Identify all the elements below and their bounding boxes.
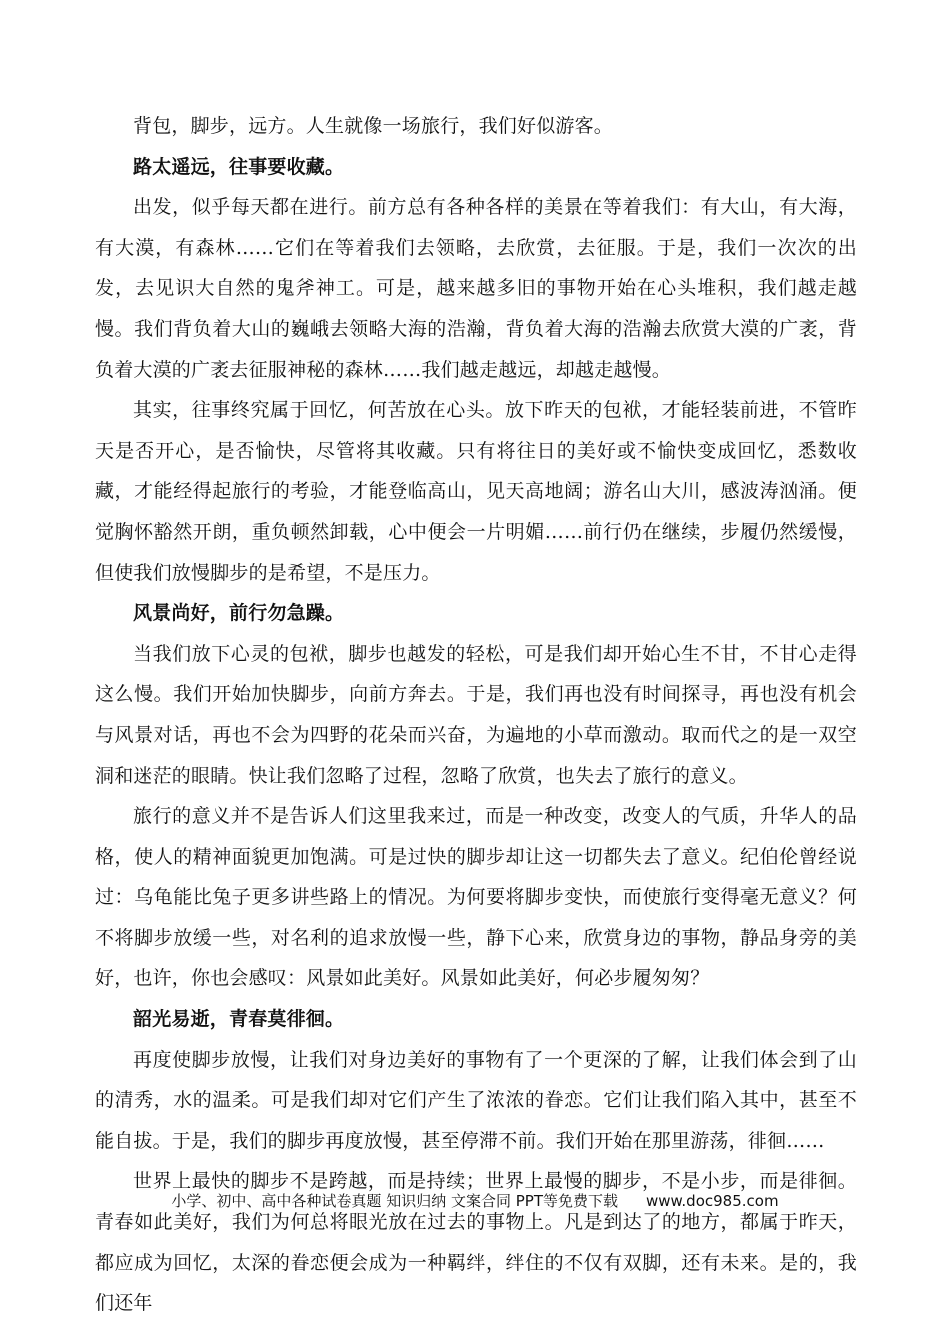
paragraph: 旅行的意义并不是告诉人们这里我来过，而是一种改变，改变人的气质，升华人的品格，使人的精神面貌更加饱满。可是过快的脚步却让这一切都失去了意义。纪伯伦曾经说过：乌龟能比兔子更多讲些路上的情况。为何要将脚步变快，而使旅行变得毫无意义？何不将脚步放缓一些，对名利的追求放慢一些，静下心来，欣赏身边的事物，静品身旁的美好，也许，你也会感叹：风景如此美好。风景如此美好，何必步履匆匆？ bbox=[95, 805, 857, 990]
paragraph: 当我们放下心灵的包袱，脚步也越发的轻松，可是我们却开始心生不甘，不甘心走得这么慢。我们开始加快脚步，向前方奔去。于是，我们再也没有时间探寻，再也没有机会与风景对话，再也不会为四野的花朵而兴奋，为遍地的小草而激动。取而代之的是一双空洞和迷茫的眼睛。快让我们忽略了过程，忽略了欣赏，也失去了旅行的意义。 bbox=[95, 642, 857, 787]
article-body bbox=[95, 106, 857, 1324]
paragraph: 再度使脚步放慢，让我们对身边美好的事物有了一个更深的了解，让我们体会到了山的清秀，水的温柔。可是我们却对它们产生了浓浓的眷恋。它们让我们陷入其中，甚至不能自拔。于是，我们的脚步再度放慢，甚至停滞不前。我们开始在那里游荡，徘徊…… bbox=[95, 1048, 857, 1152]
footer-url: www.doc985.com bbox=[645, 1192, 779, 1210]
paragraph: 出发，似乎每天都在进行。前方总有各种各样的美景在等着我们：有大山，有大海，有大漠，有森林……它们在等着我们去领略，去欣赏，去征服。于是，我们一次次的出发，去见识大自然的鬼斧神工。可是，越来越多旧的事物开始在心头堆积，我们越走越慢。我们背负着大山的巍峨去领略大海的浩瀚，背负着大海的浩瀚去欣赏大漠的广袤，背负着大漠的广袤去征服神秘的森林……我们越走越远，却越走越慢。 bbox=[95, 196, 857, 381]
paragraph: 世界上最快的脚步不是跨越，而是持续；世界上最慢的脚步，不是小步，而是徘徊。青春如此美好，我们为何总将眼光放在过去的事物上。凡是到达了的地方，都属于昨天，都应成为回忆，太深的眷恋便会成为一种羁绊，绊住的不仅有双脚，还有未来。是的，我们还年 bbox=[95, 1170, 857, 1315]
section-heading-3: 韶光易逝，青春莫徘徊。 bbox=[133, 1008, 345, 1031]
section-heading-1: 路太遥远，往事要收藏。 bbox=[133, 155, 345, 178]
page-footer bbox=[0, 1190, 950, 1212]
paragraph-intro: 背包，脚步，远方。人生就像一场旅行，我们好似游客。 bbox=[133, 115, 614, 137]
paragraph: 其实，往事终究属于回忆，何苦放在心头。放下昨天的包袱，才能轻装前进，不管昨天是否开心，是否愉快，尽管将其收藏。只有将往日的美好或不愉快变成回忆，悉数收藏，才能经得起旅行的考验，才能登临高山，见天高地阔；游名山大川，感波涛汹涌。便觉胸怀豁然开朗，重负顿然卸载，心中便会一片明媚……前行仍在继续，步履仍然缓慢，但使我们放慢脚步的是希望，不是压力。 bbox=[95, 399, 857, 584]
footer-text: 小学、初中、高中各种试卷真题 知识归纳 文案合同 PPT等免费下载 bbox=[171, 1192, 618, 1210]
section-heading-2: 风景尚好，前行勿急躁。 bbox=[133, 602, 345, 625]
